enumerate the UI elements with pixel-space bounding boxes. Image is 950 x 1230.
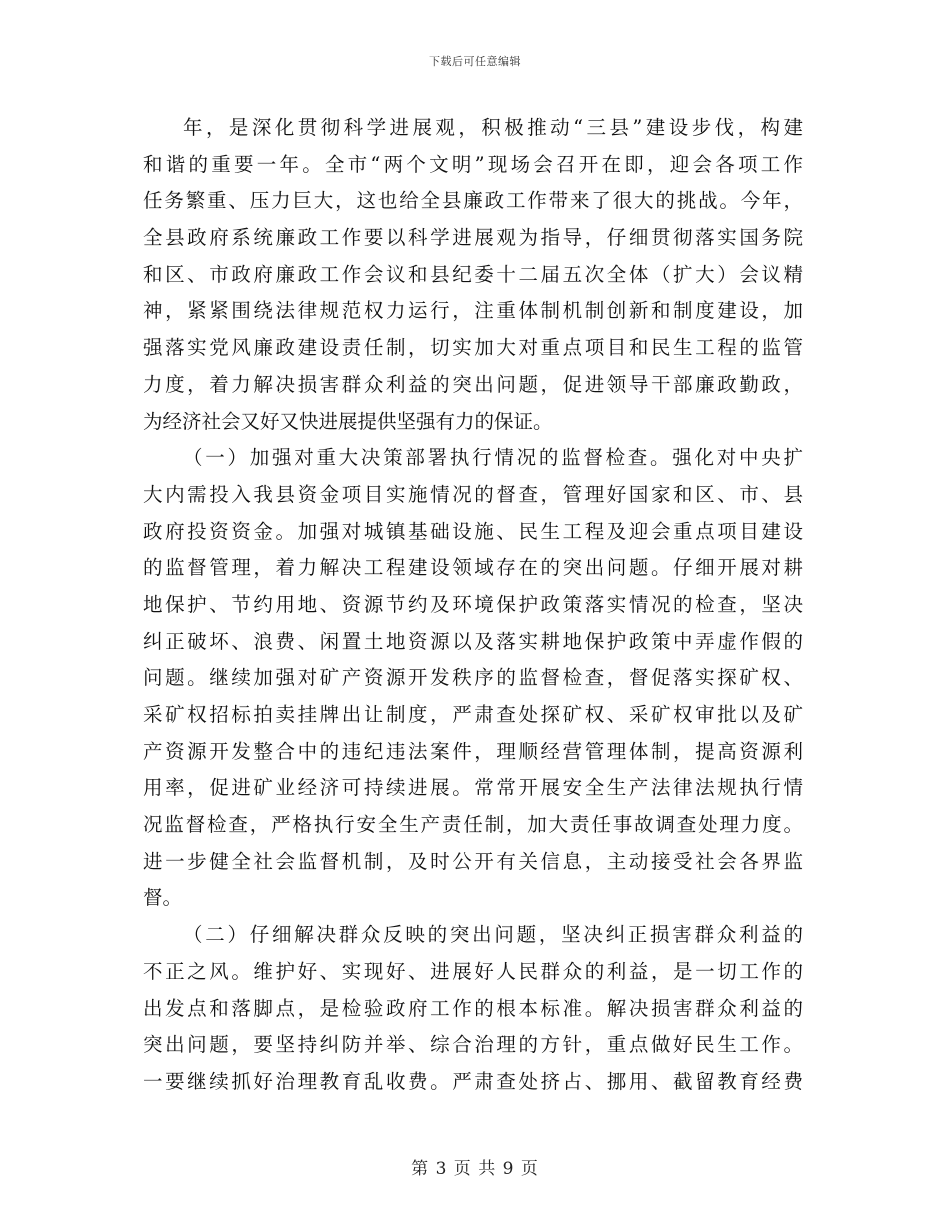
text-line: （一）加强对重大决策部署执行情况的监督检查。强化对中央扩 bbox=[183, 446, 803, 470]
text-line: 督。 bbox=[143, 886, 183, 910]
text-line: 全县政府系统廉政工作要以科学进展观为指导，仔细贯彻落实国务院 bbox=[143, 226, 803, 250]
text-line: 大内需投入我县资金项目实施情况的督查，管理好国家和区、市、县 bbox=[143, 482, 803, 506]
text-line: 的监督管理，着力解决工程建设领域存在的突出问题。仔细开展对耕 bbox=[143, 556, 803, 580]
header-note: 下载后可任意编辑 bbox=[429, 55, 521, 68]
text-line: 和谐的重要一年。全市“两个文明”现场会召开在即，迎会各项工作 bbox=[143, 152, 803, 176]
text-line: 用率，促进矿业经济可持续进展。常常开展安全生产法律法规执行情 bbox=[143, 776, 803, 800]
text-line: 神，紧紧围绕法律规范权力运行，注重体制机制创新和制度建设，加 bbox=[143, 299, 803, 323]
paragraph-2 bbox=[143, 440, 803, 917]
text-line: 纠正破坏、浪费、闲置土地资源以及落实耕地保护政策中弄虚作假的 bbox=[143, 629, 803, 653]
text-line: 采矿权招标拍卖挂牌出让制度，严肃查处探矿权、采矿权审批以及矿 bbox=[143, 703, 803, 726]
text-line: 出发点和落脚点，是检验政府工作的根本标准。解决损害群众利益的 bbox=[143, 996, 803, 1020]
body-text bbox=[143, 110, 803, 1101]
text-line: （二）仔细解决群众反映的突出问题，坚决纠正损害群众利益的 bbox=[183, 923, 803, 947]
text-line: 不正之风。维护好、实现好、进展好人民群众的利益，是一切工作的 bbox=[143, 959, 803, 983]
text-line: 产资源开发整合中的违纪违法案件，理顺经营管理体制，提高资源利 bbox=[143, 739, 803, 763]
text-line: 突出问题，要坚持纠防并举、综合治理的方针，重点做好民生工作。 bbox=[143, 1033, 803, 1057]
text-line: 年，是深化贯彻科学进展观，积极推动“三县”建设步伐，构建 bbox=[183, 116, 803, 139]
page-number: 第 3 页 共 9 页 bbox=[411, 1159, 539, 1179]
text-line: 力度，着力解决损害群众利益的突出问题，促进领导干部廉政勤政， bbox=[143, 372, 803, 396]
text-line: 为经济社会又好又快进展提供坚强有力的保证。 bbox=[143, 409, 553, 433]
paragraph-1 bbox=[143, 110, 803, 440]
text-line: 政府投资资金。加强对城镇基础设施、民生工程及迎会重点项目建设 bbox=[143, 519, 803, 543]
text-line: 进一步健全社会监督机制，及时公开有关信息，主动接受社会各界监 bbox=[143, 849, 803, 873]
text-line: 况监督检查，严格执行安全生产责任制，加大责任事故调查处理力度。 bbox=[143, 813, 803, 837]
text-line: 任务繁重、压力巨大，这也给全县廉政工作带来了很大的挑战。今年， bbox=[143, 189, 803, 213]
text-line: 强落实党风廉政建设责任制，切实加大对重点项目和民生工程的监管 bbox=[143, 336, 803, 360]
paragraph-3 bbox=[143, 917, 803, 1100]
text-line: 一要继续抓好治理教育乱收费。严肃查处挤占、挪用、截留教育经费 bbox=[143, 1069, 803, 1093]
text-line: 问题。继续加强对矿产资源开发秩序的监督检查，督促落实探矿权、 bbox=[143, 666, 803, 690]
text-line: 地保护、节约用地、资源节约及环境保护政策落实情况的检查，坚决 bbox=[143, 592, 803, 616]
text-line: 和区、市政府廉政工作会议和县纪委十二届五次全体（扩大）会议精 bbox=[143, 262, 803, 286]
